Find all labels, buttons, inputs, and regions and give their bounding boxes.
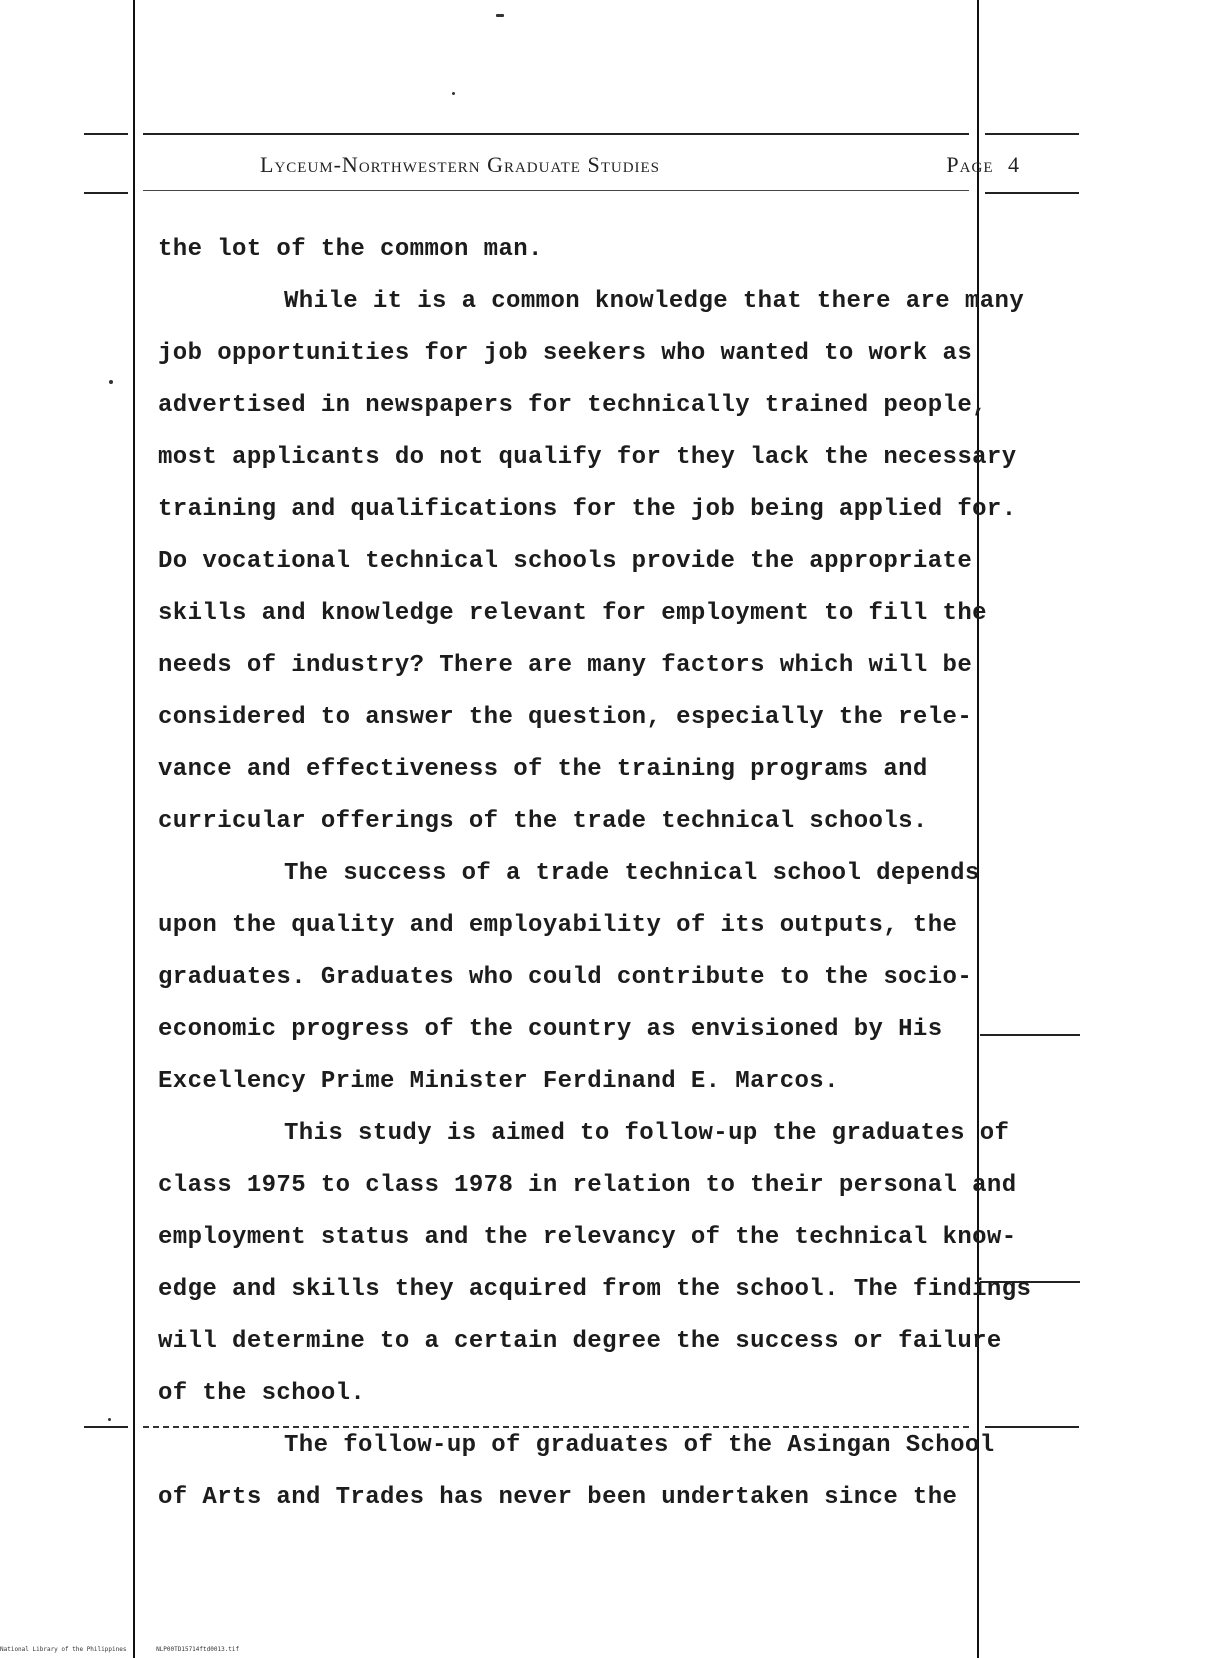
text-line: of Arts and Trades has never been undertaken since the	[158, 1484, 958, 1511]
text-line: curricular offerings of the trade technical schools.	[158, 808, 928, 835]
header-top-rule	[143, 133, 969, 135]
scan-speck	[496, 14, 504, 17]
text-line: vance and effectiveness of the training programs and	[158, 756, 928, 783]
text-line: Do vocational technical schools provide the appropriate	[158, 548, 973, 575]
paragraph-job-opportunities	[158, 276, 1058, 848]
text-line: This study is aimed to follow-up the graduates of	[284, 1120, 1010, 1147]
text-line: Excellency Prime Minister Ferdinand E. Marcos.	[158, 1068, 839, 1095]
text-line: of the school.	[158, 1380, 366, 1407]
text-line: upon the quality and employability of its outputs, the	[158, 912, 958, 939]
document-body	[158, 224, 1058, 1524]
text-line: training and qualifications for the job being applied for.	[158, 496, 1017, 523]
file-id: NLP00TD15714ftd0013.tif	[156, 1646, 240, 1653]
text-line: graduates. Graduates who could contribute to the socio-	[158, 964, 973, 991]
left-header-tick	[84, 192, 128, 194]
left-bottom-tick	[84, 1426, 128, 1428]
text-line: employment status and the relevancy of the technical know-	[158, 1224, 1017, 1251]
paragraph-follow-up	[158, 1420, 1058, 1524]
paragraph-study-aim	[158, 1108, 1058, 1420]
text-line: will determine to a certain degree the success or failure	[158, 1328, 1002, 1355]
text-line: edge and skills they acquired from the school. The findings	[158, 1276, 1032, 1303]
right-top-tick	[985, 133, 1079, 135]
text-line: job opportunities for job seekers who wanted to work as	[158, 340, 973, 367]
text-line: The success of a trade technical school depends	[284, 860, 980, 887]
paragraph-school-success	[158, 848, 1058, 1108]
text-line: most applicants do not qualify for they lack the necessary	[158, 444, 1017, 471]
text-line: needs of industry? There are many factors which will be	[158, 652, 973, 679]
text-line: the lot of the common man.	[158, 236, 543, 263]
left-top-tick	[84, 133, 128, 135]
page-number: 4	[1008, 152, 1020, 177]
left-margin-rule	[133, 0, 135, 1658]
text-line: skills and knowledge relevant for employment to fill the	[158, 600, 987, 627]
paragraph-continuation	[158, 224, 1058, 276]
scan-speck	[452, 92, 455, 95]
page-label: Page	[946, 152, 994, 177]
text-line: advertised in newspapers for technically trained people,	[158, 392, 987, 419]
scan-footer	[0, 1646, 265, 1653]
text-line: While it is a common knowledge that there are many	[284, 288, 1025, 315]
scan-speck	[109, 380, 113, 384]
running-header	[260, 152, 1020, 192]
scan-speck	[108, 1418, 111, 1421]
right-header-tick	[985, 192, 1079, 194]
running-header-title: Lyceum-Northwestern Graduate Studies	[260, 152, 661, 177]
text-line: class 1975 to class 1978 in relation to their personal and	[158, 1172, 1017, 1199]
text-line: considered to answer the question, especially the rele-	[158, 704, 973, 731]
text-line: economic progress of the country as envisioned by His	[158, 1016, 943, 1043]
text-line: The follow-up of graduates of the Asingan School	[284, 1432, 995, 1459]
library-credit: National Library of the Philippines	[0, 1646, 127, 1653]
page-number-block	[946, 152, 1020, 178]
